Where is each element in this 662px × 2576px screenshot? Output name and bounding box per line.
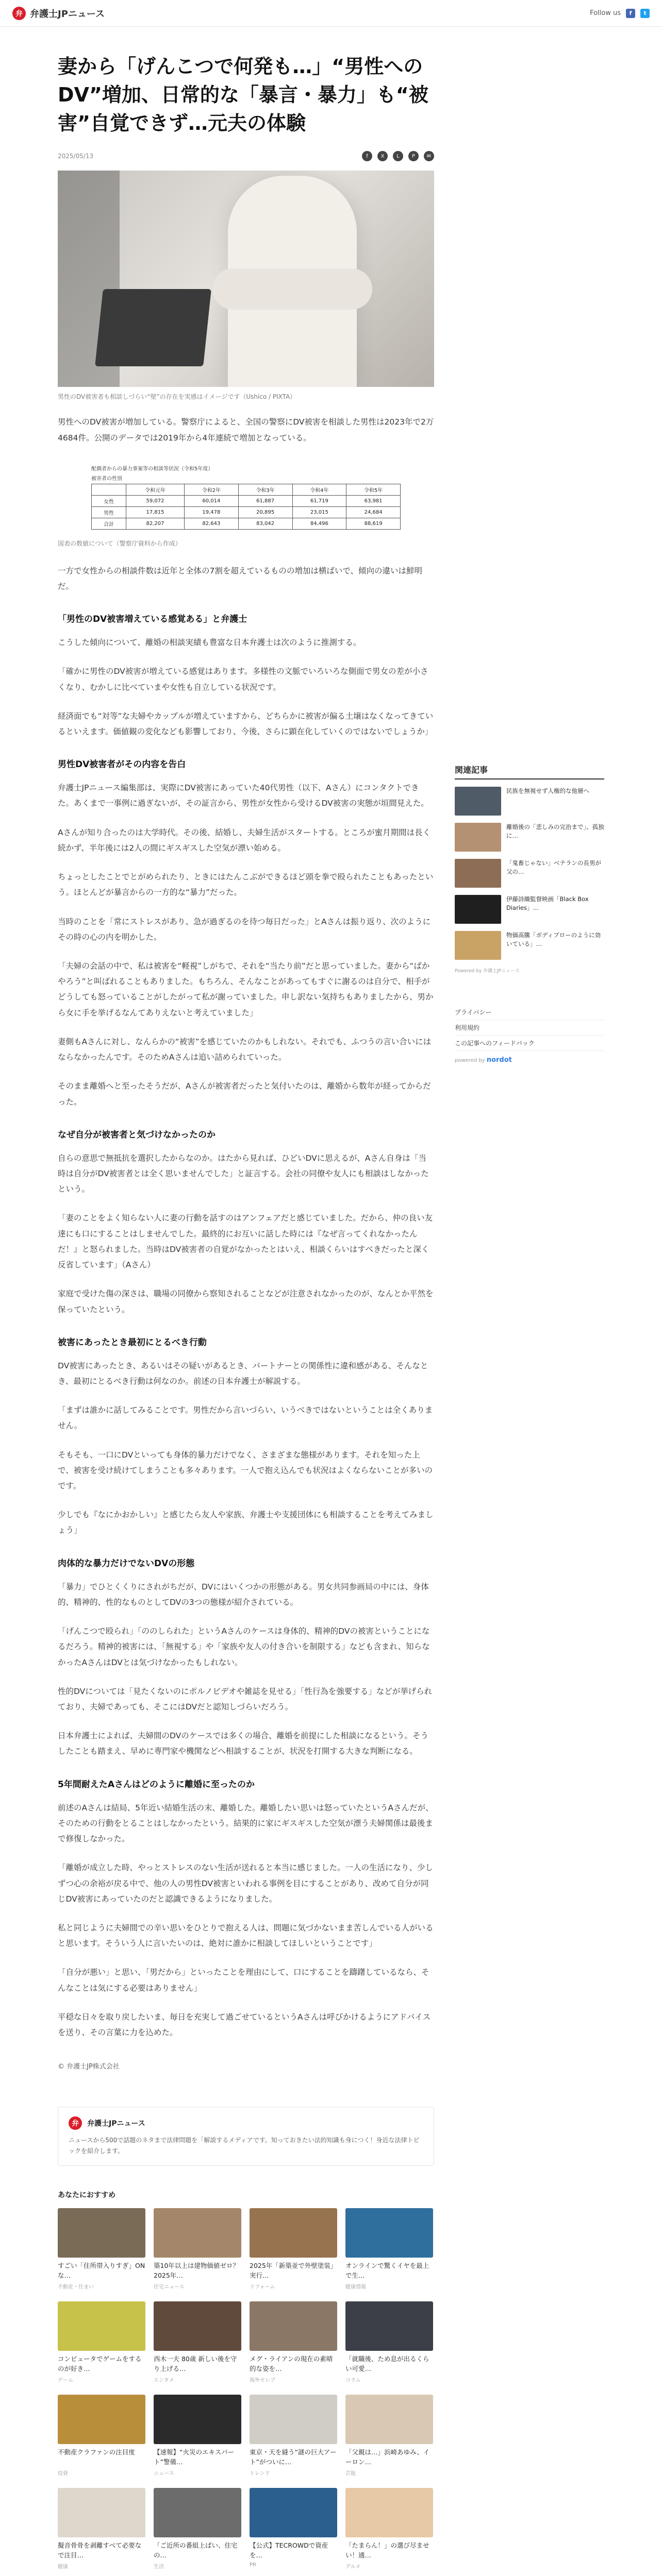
related-thumbnail <box>455 787 501 816</box>
dv-table-figure <box>91 459 401 535</box>
nordot-brand: nordot <box>486 1056 512 1064</box>
recommend-title: 2025年「新築並で外壁塗装」実行… <box>250 2262 337 2280</box>
recommend-card[interactable] <box>58 2488 145 2570</box>
article-paragraph: 男性へのDV被害が増加している。警察庁によると、全国の警察にDV被害を相談した男性は2023年で2万4684件。公開のデータでは2019年から4年連続で増加となっている。 <box>58 417 434 443</box>
recommend-thumbnail <box>250 2395 337 2444</box>
recommend-card[interactable] <box>250 2301 337 2383</box>
article-paragraph: 「げんこつで殴られ」「ののしられた」というAさんのケースは身体的、精神的DVの被害ということになるだろう。精神的被害には、「無視する」や「家族や友人の付き合いを制限する」なども含まれ、知らなかったAさんはDVとは気づけなかったもしれない。 <box>58 1626 430 1667</box>
recommend-title: 東京・天を縫う“謎の巨大アート”がついに… <box>250 2448 337 2466</box>
recommend-title: 「たまらん！」の選び尽ませい！通… <box>345 2541 429 2560</box>
recommend-card[interactable] <box>58 2208 145 2290</box>
recommend-source: 健康 <box>58 2564 68 2570</box>
table-header-cell: 令和5年 <box>346 484 401 495</box>
article-paragraph: そもそも、一口にDVといっても身体的暴力だけでなく、さまざまな態様があります。それを知った上で、被害を受け続けてしまうことも多々あります。一人で抱え込んでも状況はよくならないことが多いのです。 <box>58 1450 433 1491</box>
article-paragraph: 平穏な日々を取り戻したいま、毎日を充実して過ごせているというAさんは呼びかけるようにアドバイスを送り、その言葉に力を込めた。 <box>58 2012 431 2038</box>
table-cell: 63,981 <box>346 495 401 506</box>
recommend-thumbnail <box>250 2488 337 2537</box>
related-thumbnail <box>455 859 501 888</box>
related-title: 「鬼畜じゃない」ベテランの長男が父の… <box>506 859 601 876</box>
recommend-title: 西木一夫 80歳 新しい後を守り上げる… <box>154 2355 237 2373</box>
related-thumbnail <box>455 931 501 960</box>
table-header-cell: 令和元年 <box>126 484 184 495</box>
article-paragraph: こうした傾向について、離婚の相談実績も豊富な日本弁護士は次のように推測する。 <box>58 638 361 648</box>
table-subtitle: 被害者の性別 <box>91 476 122 482</box>
follow-us <box>590 9 650 18</box>
table-row <box>92 506 401 518</box>
share-icon[interactable]: P <box>408 151 419 161</box>
recommend-source: コラム <box>345 2378 361 2384</box>
recommend-source: 海外セレブ <box>250 2378 275 2384</box>
recommend-heading: あなたにおすすめ <box>58 2191 116 2200</box>
article-paragraph: 性的DVについては「見たくないのにポルノビデオや雑誌を見せる」「性行為を強要する」などが挙げられており、夫婦であっても、そこにはDVだと認知しづらいだろう。 <box>58 1686 433 1711</box>
table-cell: 男性 <box>92 506 126 518</box>
recommend-card[interactable] <box>345 2301 433 2383</box>
article-paragraph: 「自分が悪い」と思い、「男だから」といったことを理由にして、口にすることを躊躇しているなら、そんなことは気にする必要はありません」 <box>58 1968 429 1993</box>
section-heading: 「男性のDV被害増えている感覚ある」と弁護士 <box>58 614 247 625</box>
recommend-card[interactable] <box>345 2208 433 2290</box>
logo-mark: 弁 <box>12 7 26 20</box>
recommend-title: 【速報】“火災のエキスパート”警備… <box>154 2448 235 2466</box>
article-paragraph: 前述のAさんは結局、5年近い結婚生活の末、離婚した。離婚したい思いは怒っていたというAさんだが、そのための行動をとることはしなかったという。結果的に家にギスギスした空気が漂う夫婦関係は最後まで修復しなかった。 <box>58 1803 434 1844</box>
recommend-title: 築10年以上は建物価値ゼロ？ 2025年… <box>154 2262 239 2280</box>
recommend-title: 不動産クラファンの注目度 <box>58 2448 135 2456</box>
recommend-thumbnail <box>58 2208 145 2258</box>
table-cell: 88,619 <box>346 518 401 529</box>
recommend-title: 「父親は…」浜崎あゆみ、イーロン… <box>345 2448 430 2466</box>
recommend-card[interactable] <box>154 2488 241 2570</box>
brand-box[interactable] <box>58 2107 434 2166</box>
recommend-thumbnail <box>154 2208 241 2258</box>
related-item[interactable] <box>455 895 604 924</box>
recommend-source: 投資 <box>58 2471 68 2477</box>
table-row <box>92 518 401 529</box>
table-cell: 82,207 <box>126 518 184 529</box>
facebook-icon[interactable]: f <box>626 9 635 18</box>
sidebar-link[interactable]: この記事へのフィードバック <box>455 1036 604 1051</box>
recommend-thumbnail <box>345 2208 433 2258</box>
page-wrapper <box>58 27 604 2576</box>
recommend-card[interactable] <box>345 2395 433 2477</box>
article-paragraph: 「離婚が成立した時、やっとストレスのない生活が送れると本当に感じました。一人の生活になり、少しずつ心の余裕が戻る中で、他の人の男性DV被害といわれる事例を目にすることがあり、改めて自分が同じDV被害にあっていたのだと認識できるようになりました。 <box>58 1863 434 1904</box>
article-paragraph: 当時のことを「常にストレスがあり、急が過ぎるのを待つ毎日だった」とAさんは振り返り、次のようにその時の心の内を明かした。 <box>58 917 431 942</box>
recommend-title: オンラインで驚くイヤを最上で生… <box>345 2262 429 2280</box>
table-cell: 24,684 <box>346 506 401 518</box>
recommend-thumbnail <box>345 2395 433 2444</box>
recommend-title: 「就職後、ため息が出るくらい可愛… <box>345 2355 429 2373</box>
recommend-source: 住宅ニュース <box>154 2284 185 2291</box>
table-cell: 61,887 <box>238 495 292 506</box>
section-heading: 5年間耐えたAさんはどのように離婚に至ったのか <box>58 1779 255 1790</box>
related-title: 民族を無視せず人権的な他層へ <box>506 787 589 794</box>
recommend-thumbnail <box>250 2208 337 2258</box>
related-item[interactable] <box>455 859 604 888</box>
article-paragraph: 自らの意思で無抵抗を選択したからなのか。はたから見れば、ひどいDVに思えるが、Aさん自身は「当時は自分がDV被害者とは全く思いませんでした」と証言する。会社の同僚や友人にも相談はしなかったという。 <box>58 1153 429 1194</box>
recommend-title: 【公式】TECROWDで資産を… <box>250 2541 328 2560</box>
recommend-source: PR <box>250 2562 256 2568</box>
recommend-card[interactable] <box>58 2301 145 2383</box>
table-header-cell: 令和3年 <box>238 484 292 495</box>
article-photo <box>58 171 434 387</box>
photo-arms <box>212 268 372 310</box>
table-header-row <box>92 484 401 495</box>
table-note: 図表の数値について（警察庁資料から作成） <box>58 539 181 547</box>
recommend-thumbnail <box>154 2395 241 2444</box>
article-paragraph: 少しでも『なにかおかしい』と感じたら友人や家族、弁護士や支援団体にも相談することを考えてみましょう」 <box>58 1510 434 1535</box>
table-header-cell: 令和2年 <box>185 484 239 495</box>
related-item[interactable] <box>455 931 604 960</box>
recommend-source: 生活 <box>154 2564 164 2570</box>
sidebar <box>455 53 604 2576</box>
table-cell: 23,015 <box>292 506 346 518</box>
recommend-thumbnail <box>154 2488 241 2537</box>
article-paragraph: Aさんが知り合ったのは大学時代。その後、結婚し、夫婦生活がスタートする。ところが蜜月期間は長く続かず、半年後には2人の間にギスギスした空気が漂い始める。 <box>58 827 431 853</box>
table-cell: 合計 <box>92 518 126 529</box>
article-paragraph: DV被害にあったとき、あるいはその疑いがあるとき、パートナーとの関係性に違和感がある、そんなとき、最初にとるべき行動は何なのか。前述の日本弁護士が解説する。 <box>58 1361 428 1386</box>
brand-logo-icon: 弁 <box>69 2116 82 2130</box>
share-icon[interactable]: X <box>377 151 388 161</box>
related-thumbnail <box>455 823 501 852</box>
recommend-thumbnail <box>250 2301 337 2351</box>
logo-text: 弁護士JPニュース <box>30 8 105 20</box>
brand-name: 弁護士JPニュース <box>87 2120 145 2128</box>
table-row <box>92 495 401 506</box>
recommend-source: トレンド <box>250 2471 270 2477</box>
related-title: 物価高騰「ボディブローのように効いている」… <box>506 931 601 948</box>
photo-caption: 男性のDV被害者も相談しづらい“壁”の存在を実感はイメージです（Ushico / PIXTA） <box>58 393 296 401</box>
article-paragraph: 妻側もAさんに対し、なんらかの“被害”を感じていたのかもしれない。それでも、ふつうの言い合いにはならなかったんです。そのためAさんは追い詰められていった。 <box>58 1037 432 1062</box>
recommend-card[interactable] <box>250 2208 337 2290</box>
recommend-source: 健康情報 <box>345 2284 366 2291</box>
recommend-card[interactable] <box>154 2301 241 2383</box>
table-cell: 59,072 <box>126 495 184 506</box>
section-heading: 男性DV被害者がその内容を告白 <box>58 759 186 770</box>
recommend-thumbnail <box>154 2301 241 2351</box>
article-paragraph: 「暴力」でひとくくりにされがちだが、DVにはいくつかの形態がある。男女共同参画局の中には、身体的、精神的、性的なものとしてDVの3つの態様が紹介されている。 <box>58 1582 429 1607</box>
follow-label: Follow us <box>590 9 621 17</box>
table-cell: 19,478 <box>185 506 239 518</box>
table-header-cell: 令和4年 <box>292 484 346 495</box>
table-cell: 60,014 <box>185 495 239 506</box>
dv-table <box>91 484 401 530</box>
sidebar-link[interactable]: プライバシー <box>455 1005 604 1020</box>
sidebar-links <box>455 1005 604 1051</box>
table-cell: 84,496 <box>292 518 346 529</box>
article-date: 2025/05/13 <box>58 152 94 160</box>
table-cell: 83,042 <box>238 518 292 529</box>
related-item[interactable] <box>455 823 604 852</box>
recommend-title: すごい「住所帯入りすぎ」ONな… <box>58 2262 145 2280</box>
related-title: 離婚後の「悲しみの完治まで」、孤独に… <box>506 823 604 840</box>
article-paragraph: 一方で女性からの相談件数は近年と全体の7割を超えているものの増加は横ばいで、傾向の違いは鮮明だ。 <box>58 566 423 591</box>
related-heading: 関連記事 <box>455 764 604 779</box>
recommend-card[interactable] <box>58 2395 145 2477</box>
table-cell: 女性 <box>92 495 126 506</box>
recommend-thumbnail <box>58 2301 145 2351</box>
recommend-thumbnail <box>345 2488 433 2537</box>
recommend-source: 芸能 <box>345 2471 356 2477</box>
recommend-source: リフォーム <box>250 2284 275 2291</box>
article-paragraph: 家庭で受けた傷の深さは、職場の同僚から察知されることなどが注意されなかったのが、なんとか平然を保っていたという。 <box>58 1289 434 1314</box>
section-heading: 被害にあったとき最初にとるべき行動 <box>58 1337 207 1348</box>
article-title: 妻から「げんこつで何発も…」“男性へのDV”増加、日常的な「暴言・暴力」も“被害”自覚できず…元夫の体験 <box>58 55 428 135</box>
recommend-title: 擬音骨骨を剥離すべて必要なで注目… <box>58 2541 142 2560</box>
recommend-card[interactable] <box>250 2395 337 2477</box>
table-header-cell <box>92 484 126 495</box>
table-cell: 61,719 <box>292 495 346 506</box>
sidebar-powered: Powered by 弁護士JPニュース <box>455 969 520 974</box>
share-icon[interactable]: ✉ <box>424 151 434 161</box>
site-logo[interactable] <box>12 7 105 20</box>
nordot-credit[interactable] <box>455 1056 604 1064</box>
article-paragraph: 日本弁護士によれば、夫婦間のDVのケースでは多くの場合、離婚を前提にした相談になるという。そうしたことも踏まえ、早めに専門家や機関などへ相談することが、状況を打開する大きな判断になる。 <box>58 1731 428 1756</box>
article-paragraph: 「夫婦の会話の中で、私は被害を“軽視”しがちで、それを“当たり前”だと思っていました。妻から“ばかやろう”と叫ばれることもありました。もちろん、そんなことがあってもすぐに謝るのは自分で、相手がどうしても怒っていることがしたがって私が謝っていました。申し訳ない気持ちもありましたから、男から女に手を挙げるなんてありえないと考えていました」 <box>58 961 434 1018</box>
brand-row <box>69 2116 423 2130</box>
recommend-card[interactable] <box>154 2208 241 2290</box>
article-paragraph: そのまま離婚へと至ったそうだが、Aさんが被害者だったと気付いたのは、離婚から数年が経ってからだった。 <box>58 1081 431 1107</box>
recommend-source: ニュース <box>154 2471 174 2477</box>
recommend-grid <box>58 2208 434 2576</box>
share-icon[interactable]: L <box>393 151 403 161</box>
recommend-card[interactable] <box>250 2488 337 2570</box>
site-header <box>0 0 662 27</box>
related-title: 伊藤詩織監督映画「Black Box Diaries」… <box>506 895 589 912</box>
article-meta <box>58 151 434 161</box>
table-cell: 82,643 <box>185 518 239 529</box>
table-cell: 20,895 <box>238 506 292 518</box>
recommend-source: グルメ <box>345 2564 361 2570</box>
related-item[interactable] <box>455 787 604 816</box>
article-paragraph: 私と同じように夫婦間での辛い思いをひとりで抱える人は、問題に気づかないまま苦しんでいる人がいると思います。そういう人に言いたいのは、絶対に誰かに相談してほしいということです」 <box>58 1923 434 1948</box>
photo-laptop <box>95 289 211 366</box>
article-paragraph: 「確かに男性のDV被害が増えている感覚はあります。多様性の文脈でいろいろな側面で男女の差が小さくなり、むかしに比べていまや女性も自立している状況です。 <box>58 667 428 692</box>
share-buttons <box>362 151 434 161</box>
recommend-thumbnail <box>58 2395 145 2444</box>
table-title: 配偶者からの暴力事案等の相談等状況（令和5年度） <box>91 466 213 472</box>
recommend-thumbnail <box>345 2301 433 2351</box>
related-thumbnail <box>455 895 501 924</box>
section-heading: 肉体的な暴力だけでないDVの形態 <box>58 1558 195 1569</box>
recommend-title: コンピュータでゲームをするのが好き… <box>58 2355 142 2373</box>
article-paragraph: 経済面でも“対等”な夫婦やカップルが増えていますから、どちらかに被害が偏る土壌はなくなってきているといえます。価値観の変化なども影響しており、今後、さらに顕在化していくのではないでしょうか」 <box>58 711 434 737</box>
recommend-source: 不動産・住まい <box>58 2284 94 2291</box>
table-cell: 17,815 <box>126 506 184 518</box>
recommend-thumbnail <box>58 2488 145 2537</box>
section-heading: なぜ自分が被害者と気づけなかったのか <box>58 1129 216 1140</box>
share-icon[interactable]: f <box>362 151 372 161</box>
twitter-icon[interactable]: t <box>640 9 650 18</box>
brand-description: ニュースから500で話題のネタまで法律問題を「解説するメディアです。知っておきたい法的知識も身につく！身近な法律トピックを紹介します。 <box>69 2137 420 2155</box>
nordot-label: powered by <box>455 1058 485 1063</box>
recommend-source: エンタメ <box>154 2378 174 2384</box>
sidebar-link[interactable]: 利用規約 <box>455 1020 604 1036</box>
article-paragraph: ちょっとしたことでとがめられたり、ときにはたんこぶができるほど頭を拳で殴られたこともあったという。ほとんどが暴言からの一方的な“暴力”だった。 <box>58 872 434 897</box>
article-paragraph: 「妻のことをよく知らない人に妻の行動を話すのはアンフェアだと感じていました。だから、仲の良い友達にも口にすることはしませんでした。最終的にお互いに話した時には『なぜ言ってくれなかったんだ！』と怒られました。当時はDV被害者の自覚がなかったとはいえ、相談くらいはすべきだったと深く反省しています」（Aさん） <box>58 1213 433 1270</box>
recommend-title: メグ・ライアンの現在の素晴的な姿を… <box>250 2355 333 2373</box>
recommend-title: 「ご近所の番組上ぱい、住宅の… <box>154 2541 238 2560</box>
recommend-source: ゲーム <box>58 2378 73 2384</box>
recommend-card[interactable] <box>345 2488 433 2570</box>
article-paragraph: 弁護士JPニュース編集部は、実際にDV被害にあっていた40代男性（以下、Aさん）にコンタクトできた。あくまで一事例に過ぎないが、その証言から、男性が女性から受けるDV被害の実態が垣間見えた。 <box>58 783 429 808</box>
article-paragraph: 「まずは誰かに話してみることです。男性だから言いづらい、いうべきではないということは全くありません。 <box>58 1405 433 1431</box>
copyright: © 弁護士JP株式会社 <box>58 2063 120 2071</box>
recommend-card[interactable] <box>154 2395 241 2477</box>
article <box>58 53 434 2576</box>
